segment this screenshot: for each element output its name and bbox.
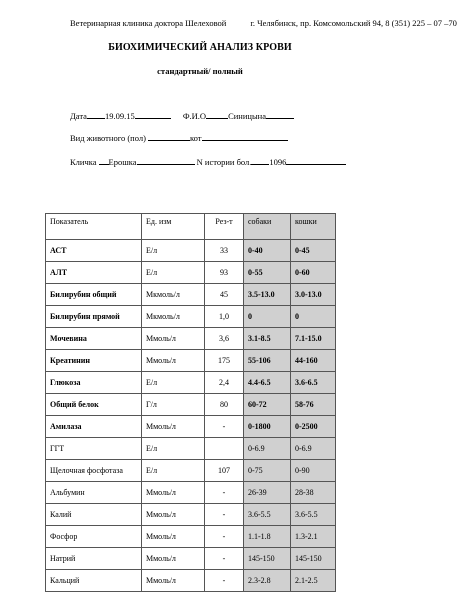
result-cell: - [205, 504, 244, 526]
result-cell: 1,0 [205, 306, 244, 328]
indicator-cell: Кальций [46, 570, 142, 592]
unit-cell: Е/л [142, 262, 205, 284]
clinic-address: г. Челябинск, пр. Комсомольский 94, 8 (351) 225 – 07 –70 [250, 18, 457, 28]
name-value: Ерошка [108, 157, 137, 167]
unit-cell: Ммоль/л [142, 482, 205, 504]
animal-value: кот [189, 133, 202, 143]
result-cell: 93 [205, 262, 244, 284]
name-blank-pre [99, 154, 109, 165]
cats-norm-cell: 0-60 [291, 262, 336, 284]
cats-norm-cell: 1.3-2.1 [291, 526, 336, 548]
dogs-norm-cell: 0-55 [244, 262, 291, 284]
cats-norm-cell: 0-45 [291, 240, 336, 262]
header-unit: Ед. изм [142, 214, 205, 240]
cats-norm-cell: 145-150 [291, 548, 336, 570]
result-cell: 80 [205, 394, 244, 416]
date-label: Дата [70, 111, 87, 121]
cats-norm-cell: 44-160 [291, 350, 336, 372]
table-row [46, 262, 336, 284]
unit-cell: Е/л [142, 460, 205, 482]
history-label: N истории бол. [196, 157, 252, 167]
indicator-cell: АСТ [46, 240, 142, 262]
cats-norm-cell: 28-38 [291, 482, 336, 504]
cats-norm-cell: 0-6.9 [291, 438, 336, 460]
dogs-norm-cell: 3.6-5.5 [244, 504, 291, 526]
name-history-line [70, 154, 346, 167]
header-result: Рез-т [205, 214, 244, 240]
table-row [46, 328, 336, 350]
indicator-cell: Билирубин общий [46, 284, 142, 306]
table-row [46, 548, 336, 570]
result-cell [205, 438, 244, 460]
indicator-cell: Креатинин [46, 350, 142, 372]
cats-norm-cell: 2.1-2.5 [291, 570, 336, 592]
table-header-row [46, 214, 336, 240]
indicator-cell: Глюкоза [46, 372, 142, 394]
animal-blank-pre [148, 130, 190, 141]
dogs-norm-cell: 145-150 [244, 548, 291, 570]
unit-cell: Мкмоль/л [142, 284, 205, 306]
cats-norm-cell: 0-90 [291, 460, 336, 482]
cats-norm-cell: 0 [291, 306, 336, 328]
unit-cell: Ммоль/л [142, 328, 205, 350]
result-cell: 175 [205, 350, 244, 372]
clinic-name: Ветеринарная клиника доктора Шелеховой [70, 18, 227, 28]
result-cell: - [205, 570, 244, 592]
dogs-norm-cell: 1.1-1.8 [244, 526, 291, 548]
cats-norm-cell: 0-2500 [291, 416, 336, 438]
table-row [46, 394, 336, 416]
unit-cell: Е/л [142, 438, 205, 460]
history-value: 1096 [269, 157, 287, 167]
dogs-norm-cell: 26-39 [244, 482, 291, 504]
result-cell: - [205, 416, 244, 438]
history-blank-post [286, 154, 346, 165]
results-table [45, 213, 336, 592]
indicator-cell: Фосфор [46, 526, 142, 548]
table-row [46, 570, 336, 592]
indicator-cell: Амилаза [46, 416, 142, 438]
dogs-norm-cell: 4.4-6.5 [244, 372, 291, 394]
table-row [46, 372, 336, 394]
table-row [46, 482, 336, 504]
fio-blank-post [266, 108, 294, 119]
cats-norm-cell: 7.1-15.0 [291, 328, 336, 350]
cats-norm-cell: 3.6-5.5 [291, 504, 336, 526]
unit-cell: Ммоль/л [142, 504, 205, 526]
header-cats: кошки [291, 214, 336, 240]
table-row [46, 284, 336, 306]
table-row [46, 438, 336, 460]
history-blank-pre [251, 154, 269, 165]
unit-cell: Ммоль/л [142, 570, 205, 592]
dogs-norm-cell: 0-6.9 [244, 438, 291, 460]
fio-value: Синицына [228, 111, 266, 121]
unit-cell: Ммоль/л [142, 526, 205, 548]
result-cell: 107 [205, 460, 244, 482]
indicator-cell: АЛТ [46, 262, 142, 284]
unit-cell: Г/л [142, 394, 205, 416]
animal-label: Вид животного (пол) [70, 133, 146, 143]
dogs-norm-cell: 0-75 [244, 460, 291, 482]
name-blank-post [137, 154, 195, 165]
fio-blank-pre [206, 108, 228, 119]
table-row [46, 240, 336, 262]
header-dogs: собаки [244, 214, 291, 240]
date-blank-pre [87, 108, 105, 119]
document-title-text: БИОХИМИЧЕСКИЙ АНАЛИЗ КРОВИ [108, 42, 292, 53]
document-title [0, 42, 460, 53]
table-row [46, 306, 336, 328]
date-blank-post [135, 108, 171, 119]
dogs-norm-cell: 0-1800 [244, 416, 291, 438]
result-cell: - [205, 482, 244, 504]
result-cell: - [205, 526, 244, 548]
unit-cell: Е/л [142, 240, 205, 262]
dogs-norm-cell: 60-72 [244, 394, 291, 416]
indicator-cell: Мочевина [46, 328, 142, 350]
result-cell: 33 [205, 240, 244, 262]
indicator-cell: Калий [46, 504, 142, 526]
unit-cell: Ммоль/л [142, 548, 205, 570]
dogs-norm-cell: 3.5-13.0 [244, 284, 291, 306]
clinic-header [70, 18, 457, 28]
indicator-cell: ГГТ [46, 438, 142, 460]
indicator-cell: Альбумин [46, 482, 142, 504]
result-cell: - [205, 548, 244, 570]
dogs-norm-cell: 3.1-8.5 [244, 328, 291, 350]
animal-line [70, 130, 288, 143]
unit-cell: Ммоль/л [142, 416, 205, 438]
indicator-cell: Билирубин прямой [46, 306, 142, 328]
date-fio-line [70, 108, 294, 121]
table-row [46, 504, 336, 526]
unit-cell: Ммоль/л [142, 350, 205, 372]
unit-cell: Мкмоль/л [142, 306, 205, 328]
dogs-norm-cell: 55-106 [244, 350, 291, 372]
table-row [46, 526, 336, 548]
animal-blank-post [202, 130, 288, 141]
dogs-norm-cell: 0 [244, 306, 291, 328]
dogs-norm-cell: 0-40 [244, 240, 291, 262]
indicator-cell: Общий белок [46, 394, 142, 416]
cats-norm-cell: 58-76 [291, 394, 336, 416]
date-value: 19.09.15 [104, 111, 135, 121]
table-row [46, 460, 336, 482]
cats-norm-cell: 3.0-13.0 [291, 284, 336, 306]
unit-cell: Е/л [142, 372, 205, 394]
table-row [46, 350, 336, 372]
fio-label: Ф.И.О [182, 111, 207, 121]
header-indicator: Показатель [46, 214, 142, 240]
result-cell: 45 [205, 284, 244, 306]
result-cell: 3,6 [205, 328, 244, 350]
indicator-cell: Щелочная фосфотаза [46, 460, 142, 482]
cats-norm-cell: 3.6-6.5 [291, 372, 336, 394]
indicator-cell: Натрий [46, 548, 142, 570]
table-row [46, 416, 336, 438]
name-label: Кличка [70, 157, 97, 167]
dogs-norm-cell: 2.3-2.8 [244, 570, 291, 592]
result-cell: 2,4 [205, 372, 244, 394]
document-subtitle-text: стандартный/ полный [157, 66, 243, 76]
document-subtitle [0, 66, 460, 76]
